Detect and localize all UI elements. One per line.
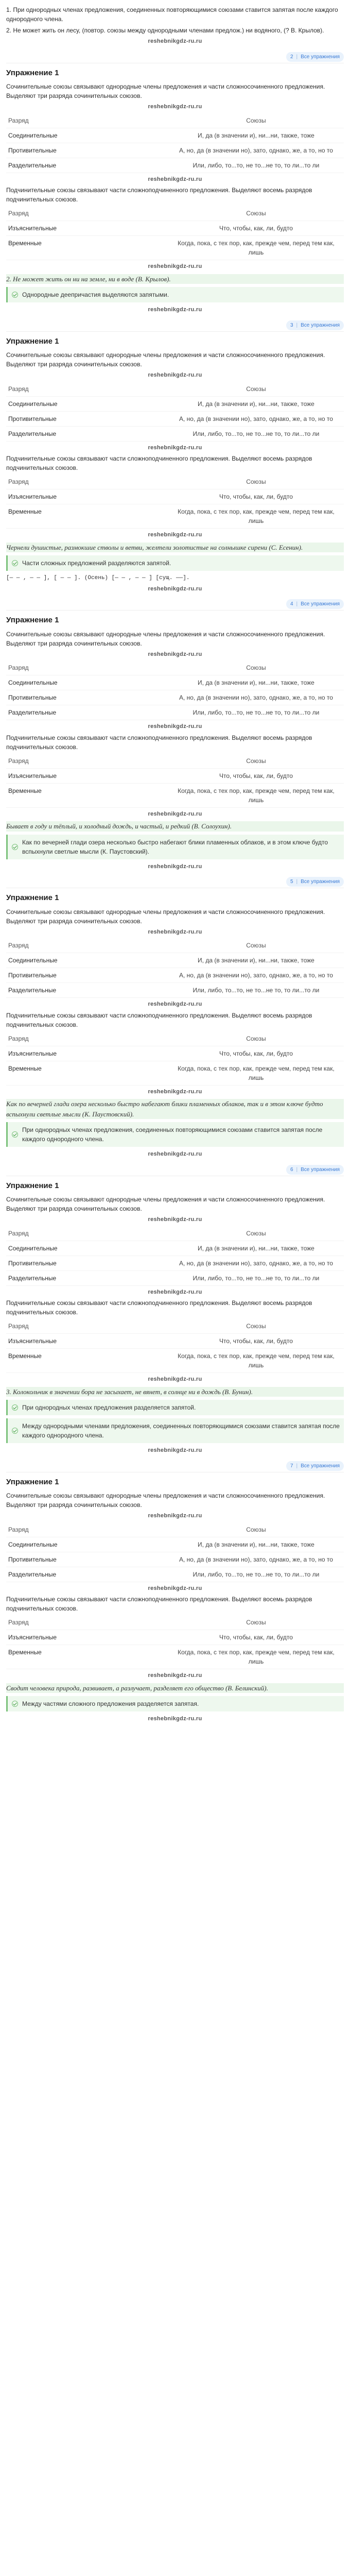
table-row xyxy=(6,504,344,529)
table-header-row xyxy=(6,206,344,221)
analyzed-sentence: Бывает в году и тёплый, и холодный дождь, и частый, и редкий (В. Солоухин). xyxy=(6,821,344,832)
conjunctions-table-2 xyxy=(6,1031,344,1086)
table-cell: А, но, да (в значении но), зато, однако, же, а то, но то xyxy=(168,1256,344,1270)
exercise-header xyxy=(6,320,344,332)
paragraph: Сочинительные союзы связывают однородные члены предложения и части сложносочиненного предложения. Выделяют три разряда сочинительных союзов. xyxy=(6,1196,325,1212)
exercise-nav-pill[interactable] xyxy=(286,1461,344,1471)
paragraph: 1. При однородных членах предложения, соединенных повторяющимися союзами ставится запятая после каждого однородного члена. xyxy=(6,6,338,23)
analyzed-sentence: Как по вечерней глади озера несколько быстро набегают блики пламенных облаков, так и в этом ключе будто вспыхнули светлые мысли (К. Паустовский). xyxy=(6,1099,344,1119)
table-cell: Когда, пока, с тех пор, как, прежде чем, перед тем как, лишь xyxy=(168,783,344,807)
watermark: reshebnikgdz-ru.ru xyxy=(148,1216,202,1223)
table-header-cell: Разряд xyxy=(6,1031,168,1046)
rule-note-text: Части сложных предложений разделяются запятой. xyxy=(22,560,171,567)
rule-note-text: При однородных членах предложения, соединенных повторяющимися союзами ставится запятая после каждого однородного члена. xyxy=(22,1126,323,1143)
rule-note xyxy=(6,1122,344,1147)
check-icon xyxy=(12,844,18,850)
table-cell: Когда, пока, с тех пор, как, прежде чем, перед тем как, лишь xyxy=(168,1645,344,1669)
analyzed-sentence: Сводит человека природа, развивает, а разлучает, разделяет его общество (В. Белинский). xyxy=(6,1683,344,1693)
table-row xyxy=(6,1630,344,1645)
exercise-number[interactable]: 3 xyxy=(290,322,293,328)
exercise-header xyxy=(6,599,344,611)
check-icon xyxy=(12,1701,18,1707)
watermark: reshebnikgdz-ru.ru xyxy=(148,1289,202,1295)
table-row xyxy=(6,953,344,968)
analyzed-sentence: 3. Колокольчик в значении бора не засыхает, не вянет, в солнце ни в дождь (В. Бунин). xyxy=(6,1387,344,1397)
table-cell: Противительные xyxy=(6,1256,168,1270)
rule-note xyxy=(6,835,344,859)
table-row xyxy=(6,983,344,998)
table-row xyxy=(6,690,344,705)
rule-note xyxy=(6,555,344,571)
exercise-nav-pill[interactable] xyxy=(286,877,344,887)
table-cell: Соединительные xyxy=(6,1537,168,1552)
table-header-cell: Разряд xyxy=(6,1319,168,1334)
rule-note-text: При однородных членах предложения разделяется запятой. xyxy=(22,1404,196,1411)
table-header-row xyxy=(6,1522,344,1537)
rule-note-text: Между частями сложного предложения разделяется запятая. xyxy=(22,1700,199,1707)
exercise-nav-pill[interactable] xyxy=(286,320,344,330)
table-header-cell: Разряд xyxy=(6,113,168,128)
table-cell: Что, чтобы, как, ли, будто xyxy=(168,221,344,236)
all-exercises-link[interactable]: Все упражнения xyxy=(301,879,340,885)
table-header-cell: Союзы xyxy=(168,1615,344,1630)
table-cell: Противительные xyxy=(6,968,168,983)
exercise-number[interactable]: 5 xyxy=(290,879,293,885)
separator: | xyxy=(296,601,298,607)
table-row xyxy=(6,1537,344,1552)
table-header-cell: Разряд xyxy=(6,382,168,397)
all-exercises-link[interactable]: Все упражнения xyxy=(301,1166,340,1173)
table-header-cell: Союзы xyxy=(168,754,344,769)
watermark: reshebnikgdz-ru.ru xyxy=(148,38,202,44)
check-icon xyxy=(12,560,18,566)
table-cell: Разделительные xyxy=(6,426,168,441)
separator: | xyxy=(296,1166,298,1173)
table-cell: Или, либо, то...то, не то...не то, то ли...то ли xyxy=(168,705,344,720)
table-row xyxy=(6,705,344,720)
all-exercises-link[interactable]: Все упражнения xyxy=(301,322,340,328)
table-row xyxy=(6,1567,344,1582)
watermark: reshebnikgdz-ru.ru xyxy=(148,444,202,451)
exercise-header xyxy=(6,52,344,63)
watermark: reshebnikgdz-ru.ru xyxy=(148,104,202,110)
table-cell: Разделительные xyxy=(6,983,168,998)
table-cell: А, но, да (в значении но), зато, однако, же, а то, но то xyxy=(168,690,344,705)
watermark: reshebnikgdz-ru.ru xyxy=(148,263,202,269)
separator: | xyxy=(296,1463,298,1469)
table-row xyxy=(6,768,344,783)
table-header-cell: Союзы xyxy=(168,1522,344,1537)
separator: | xyxy=(296,54,298,60)
paragraph: 2. Не может жить он лесу, (повтор. союзы между однородными членами предлож.) ни водяного, (? В. Крылов). xyxy=(6,27,324,34)
table-cell: Когда, пока, с тех пор, как, прежде чем, перед тем как, лишь xyxy=(168,236,344,260)
table-cell: Соединительные xyxy=(6,953,168,968)
table-header-row xyxy=(6,382,344,397)
paragraph: Подчинительные союзы связывают части сложноподчиненного предложения. Выделяют восемь разрядов подчинительных союзов. xyxy=(6,1299,312,1316)
separator: | xyxy=(296,879,298,885)
table-cell: И, да (в значении и), ни...ни, также, тоже xyxy=(168,128,344,143)
table-row xyxy=(6,1256,344,1270)
watermark: reshebnikgdz-ru.ru xyxy=(148,723,202,730)
table-header-cell: Союзы xyxy=(168,1226,344,1241)
table-cell: А, но, да (в значении но), зато, однако, же, а то, но то xyxy=(168,411,344,426)
watermark: reshebnikgdz-ru.ru xyxy=(148,1513,202,1519)
table-row xyxy=(6,396,344,411)
table-header-row xyxy=(6,474,344,489)
table-header-cell: Разряд xyxy=(6,1615,168,1630)
table-row xyxy=(6,1270,344,1285)
paragraph: Сочинительные союзы связывают однородные члены предложения и части сложносочиненного предложения. Выделяют три разряда сочинительных союзов. xyxy=(6,630,325,647)
table-row xyxy=(6,675,344,690)
table-header-row xyxy=(6,1319,344,1334)
table-row xyxy=(6,236,344,260)
table-header-cell: Союзы xyxy=(168,1319,344,1334)
table-cell: Или, либо, то...то, не то...не то, то ли...то ли xyxy=(168,426,344,441)
watermark: reshebnikgdz-ru.ru xyxy=(148,1376,202,1382)
paragraph: Сочинительные союзы связывают однородные члены предложения и части сложносочиненного предложения. Выделяют три разряда сочинительных союзов. xyxy=(6,908,325,925)
exercise-header xyxy=(6,1165,344,1176)
table-row xyxy=(6,1046,344,1061)
table-row xyxy=(6,968,344,983)
exercise-number[interactable]: 4 xyxy=(290,601,293,607)
table-cell: И, да (в значении и), ни...ни, также, тоже xyxy=(168,1241,344,1256)
table-header-row xyxy=(6,1226,344,1241)
table-row xyxy=(6,489,344,504)
conjunctions-table xyxy=(6,938,344,998)
conjunctions-table-2 xyxy=(6,754,344,808)
table-cell: И, да (в значении и), ни...ни, также, тоже xyxy=(168,953,344,968)
watermark: reshebnikgdz-ru.ru xyxy=(148,1001,202,1007)
table-cell: Когда, пока, с тех пор, как, прежде чем, перед тем как, лишь xyxy=(168,504,344,529)
paragraph: Сочинительные союзы связывают однородные члены предложения и части сложносочиненного предложения. Выделяют три разряда сочинительных союзов. xyxy=(6,1492,325,1509)
table-cell: Разделительные xyxy=(6,1567,168,1582)
table-header-row xyxy=(6,754,344,769)
table-cell: Временные xyxy=(6,783,168,807)
table-cell: Противительные xyxy=(6,143,168,158)
table-cell: Изъяснительные xyxy=(6,1630,168,1645)
table-cell: Временные xyxy=(6,236,168,260)
exercise-nav-pill[interactable] xyxy=(286,599,344,609)
table-cell: Или, либо, то...то, не то...не то, то ли...то ли xyxy=(168,158,344,173)
rule-note xyxy=(6,1400,344,1415)
conjunctions-table-2 xyxy=(6,206,344,260)
table-header-cell: Союзы xyxy=(168,938,344,953)
table-row xyxy=(6,128,344,143)
table-header-row xyxy=(6,1031,344,1046)
table-cell: Когда, пока, с тех пор, как, прежде чем, перед тем как, лишь xyxy=(168,1349,344,1373)
conjunctions-table-2 xyxy=(6,1319,344,1373)
table-row xyxy=(6,1349,344,1373)
all-exercises-link[interactable]: Все упражнения xyxy=(301,1463,340,1469)
table-header-cell: Разряд xyxy=(6,1522,168,1537)
watermark: reshebnikgdz-ru.ru xyxy=(148,532,202,538)
all-exercises-link[interactable]: Все упражнения xyxy=(301,601,340,607)
table-header-cell: Союзы xyxy=(168,382,344,397)
table-cell: Что, чтобы, как, ли, будто xyxy=(168,1046,344,1061)
table-cell: Временные xyxy=(6,504,168,529)
table-header-cell: Разряд xyxy=(6,660,168,675)
check-icon xyxy=(12,1131,18,1138)
rule-note-text: Между однородными членами предложения, соединенных повторяющимися союзами ставится запятая после каждого однородного члена. xyxy=(22,1422,340,1439)
paragraph: Подчинительные союзы связывают части сложноподчиненного предложения. Выделяют восемь разрядов подчинительных союзов. xyxy=(6,734,312,751)
rule-note xyxy=(6,287,344,302)
table-row xyxy=(6,158,344,173)
table-header-cell: Разряд xyxy=(6,474,168,489)
table-cell: Временные xyxy=(6,1349,168,1373)
table-cell: Или, либо, то...то, не то...не то, то ли...то ли xyxy=(168,1270,344,1285)
table-header-row xyxy=(6,660,344,675)
watermark: reshebnikgdz-ru.ru xyxy=(148,1672,202,1679)
table-cell: Соединительные xyxy=(6,1241,168,1256)
exercise-number[interactable]: 6 xyxy=(290,1166,293,1173)
table-cell: Изъяснительные xyxy=(6,1334,168,1349)
table-row xyxy=(6,411,344,426)
table-header-row xyxy=(6,1615,344,1630)
table-cell: Разделительные xyxy=(6,1270,168,1285)
paragraph: Сочинительные союзы связывают однородные члены предложения и части сложносочиненного предложения. Выделяют три разряда сочинительных союзов. xyxy=(6,351,325,368)
watermark: reshebnikgdz-ru.ru xyxy=(148,928,202,935)
table-cell: Что, чтобы, как, ли, будто xyxy=(168,489,344,504)
exercise-title: Упражнение 1 xyxy=(6,1181,59,1190)
conjunctions-table xyxy=(6,382,344,442)
conjunctions-table xyxy=(6,660,344,720)
table-cell: Что, чтобы, как, ли, будто xyxy=(168,1334,344,1349)
exercise-title: Упражнение 1 xyxy=(6,68,59,77)
watermark: reshebnikgdz-ru.ru xyxy=(148,1447,202,1453)
conjunctions-table xyxy=(6,1226,344,1286)
sentence-scheme: [— — , — — ], [ — — ]. (Осень) [— — , — — ] [сущ. ——]. xyxy=(6,575,190,581)
table-header-cell: Разряд xyxy=(6,1226,168,1241)
table-cell: Временные xyxy=(6,1645,168,1669)
table-cell: Изъяснительные xyxy=(6,221,168,236)
paragraph: Подчинительные союзы связывают части сложноподчиненного предложения. Выделяют восемь разрядов подчинительных союзов. xyxy=(6,187,312,203)
paragraph: Сочинительные союзы связывают однородные члены предложения и части сложносочиненного предложения. Выделяют три разряда сочинительных союзов. xyxy=(6,83,325,99)
paragraph: Подчинительные союзы связывают части сложноподчиненного предложения. Выделяют восемь разрядов подчинительных союзов. xyxy=(6,455,312,471)
exercise-nav-pill[interactable] xyxy=(286,1165,344,1175)
table-row xyxy=(6,426,344,441)
table-row xyxy=(6,1334,344,1349)
exercise-number[interactable]: 7 xyxy=(290,1463,293,1469)
table-cell: И, да (в значении и), ни...ни, также, тоже xyxy=(168,675,344,690)
table-header-row xyxy=(6,113,344,128)
watermark: reshebnikgdz-ru.ru xyxy=(148,372,202,378)
table-header-cell: Союзы xyxy=(168,660,344,675)
exercise-header xyxy=(6,877,344,888)
table-cell: Изъяснительные xyxy=(6,1046,168,1061)
table-header-cell: Союзы xyxy=(168,113,344,128)
check-icon xyxy=(12,292,18,298)
table-cell: Что, чтобы, как, ли, будто xyxy=(168,768,344,783)
watermark: reshebnikgdz-ru.ru xyxy=(148,1151,202,1157)
paragraph: Подчинительные союзы связывают части сложноподчиненного предложения. Выделяют восемь разрядов подчинительных союзов. xyxy=(6,1011,312,1028)
table-row xyxy=(6,1645,344,1669)
table-header-row xyxy=(6,938,344,953)
table-cell: А, но, да (в значении но), зато, однако, же, а то, но то xyxy=(168,968,344,983)
table-cell: И, да (в значении и), ни...ни, также, тоже xyxy=(168,1537,344,1552)
table-cell: А, но, да (в значении но), зато, однако, же, а то, но то xyxy=(168,1552,344,1567)
rule-note xyxy=(6,1696,344,1711)
table-header-cell: Союзы xyxy=(168,206,344,221)
conjunctions-table xyxy=(6,113,344,173)
table-cell: Разделительные xyxy=(6,705,168,720)
table-cell: Изъяснительные xyxy=(6,489,168,504)
table-row xyxy=(6,143,344,158)
watermark: reshebnikgdz-ru.ru xyxy=(148,1088,202,1095)
table-cell: Противительные xyxy=(6,411,168,426)
watermark: reshebnikgdz-ru.ru xyxy=(148,1585,202,1591)
exercise-number[interactable]: 2 xyxy=(290,54,293,60)
table-cell: И, да (в значении и), ни...ни, также, тоже xyxy=(168,396,344,411)
table-cell: Разделительные xyxy=(6,158,168,173)
table-cell: Соединительные xyxy=(6,396,168,411)
exercise-title: Упражнение 1 xyxy=(6,336,59,346)
watermark: reshebnikgdz-ru.ru xyxy=(148,863,202,870)
table-cell: Противительные xyxy=(6,1552,168,1567)
table-header-cell: Разряд xyxy=(6,206,168,221)
table-cell: Когда, пока, с тех пор, как, прежде чем, перед тем как, лишь xyxy=(168,1061,344,1085)
table-cell: Временные xyxy=(6,1061,168,1085)
table-cell: Соединительные xyxy=(6,675,168,690)
table-cell: А, но, да (в значении но), зато, однако, же, а то, но то xyxy=(168,143,344,158)
rule-note xyxy=(6,1418,344,1443)
rule-note-text: Однородные деепричастия выделяются запятыми. xyxy=(22,291,169,298)
watermark: reshebnikgdz-ru.ru xyxy=(148,810,202,817)
paragraph: Подчинительные союзы связывают части сложноподчиненного предложения. Выделяют восемь разрядов подчинительных союзов. xyxy=(6,1596,312,1612)
table-row xyxy=(6,1241,344,1256)
table-cell: Изъяснительные xyxy=(6,768,168,783)
conjunctions-table-2 xyxy=(6,1615,344,1669)
exercise-title: Упражнение 1 xyxy=(6,1477,59,1486)
table-row xyxy=(6,1061,344,1085)
exercise-title: Упражнение 1 xyxy=(6,616,59,624)
check-icon xyxy=(12,1404,18,1411)
exercise-nav-pill[interactable] xyxy=(286,52,344,62)
table-header-cell: Союзы xyxy=(168,1031,344,1046)
table-header-cell: Разряд xyxy=(6,938,168,953)
table-row xyxy=(6,783,344,807)
table-cell: Противительные xyxy=(6,690,168,705)
table-row xyxy=(6,1552,344,1567)
table-row xyxy=(6,221,344,236)
table-cell: Соединительные xyxy=(6,128,168,143)
conjunctions-table xyxy=(6,1522,344,1582)
exercise-title: Упражнение 1 xyxy=(6,893,59,902)
conjunctions-table-2 xyxy=(6,474,344,529)
table-header-cell: Союзы xyxy=(168,474,344,489)
watermark: reshebnikgdz-ru.ru xyxy=(148,176,202,182)
watermark: reshebnikgdz-ru.ru xyxy=(148,1716,202,1722)
exercise-header xyxy=(6,1461,344,1472)
separator: | xyxy=(296,322,298,328)
table-cell: Или, либо, то...то, не то...не то, то ли...то ли xyxy=(168,983,344,998)
check-icon xyxy=(12,1428,18,1434)
table-cell: Или, либо, то...то, не то...не то, то ли...то ли xyxy=(168,1567,344,1582)
watermark: reshebnikgdz-ru.ru xyxy=(148,307,202,313)
table-header-cell: Разряд xyxy=(6,754,168,769)
all-exercises-link[interactable]: Все упражнения xyxy=(301,54,340,60)
table-cell: Что, чтобы, как, ли, будто xyxy=(168,1630,344,1645)
watermark: reshebnikgdz-ru.ru xyxy=(148,585,202,592)
rule-note-text: Как по вечерней глади озера несколько быстро набегают блики пламенных облаков, и в этом ключе будто вспыхнули светлые мысли (К. Паустовский). xyxy=(22,838,328,855)
watermark: reshebnikgdz-ru.ru xyxy=(148,651,202,657)
analyzed-sentence: Чернели душистые, размокшие стволы и ветви, желтели золотистые на солнышке сирени (С. Есенин). xyxy=(6,543,344,553)
analyzed-sentence: 2. Не может жить он ни на земле, ни в воде (В. Крылов). xyxy=(6,274,344,284)
